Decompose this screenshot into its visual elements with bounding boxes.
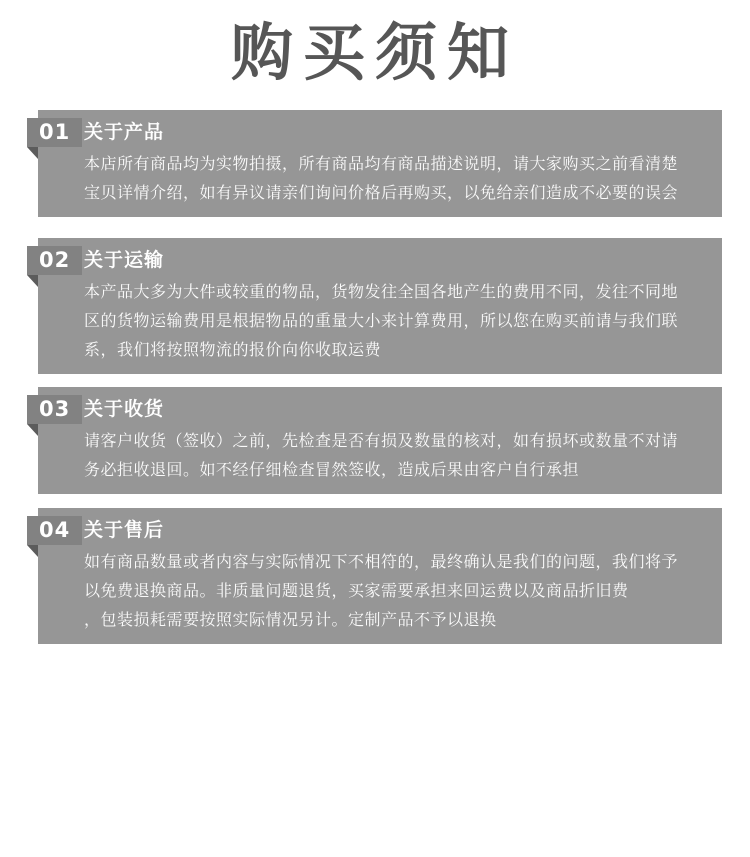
notice-section <box>38 387 722 494</box>
section-body-line: 区的货物运输费用是根据物品的重量大小来计算费用，所以您在购买前请与我们联 <box>84 311 679 330</box>
section-title: 关于售后 <box>84 519 165 541</box>
ribbon-fold-triangle <box>27 545 38 557</box>
section-number-ribbon <box>27 395 82 424</box>
section-number: 01 <box>39 120 71 144</box>
section-body <box>84 149 692 207</box>
notice-sections <box>38 110 722 644</box>
section-title: 关于产品 <box>84 121 165 143</box>
section-body-line: 如有商品数量或者内容与实际情况下不相符的，最终确认是我们的问题，我们将予 <box>84 552 679 571</box>
section-body-line: 系，我们将按照物流的报价向你收取运费 <box>84 340 382 359</box>
section-body-line: 本产品大多为大件或较重的物品，货物发往全国各地产生的费用不同，发往不同地 <box>84 282 679 301</box>
section-body-line: 本店所有商品均为实物拍摄，所有商品均有商品描述说明，请大家购买之前看清楚 <box>84 154 679 173</box>
section-body-line: 务必拒收退回。如不经仔细检查冒然签收，造成后果由客户自行承担 <box>84 460 580 479</box>
section-body <box>84 547 692 634</box>
ribbon-fold-triangle <box>27 147 38 159</box>
section-number: 04 <box>39 518 71 542</box>
section-body <box>84 426 692 484</box>
section-body-line: ，包装损耗需要按照实际情况另计。定制产品不予以退换 <box>84 610 497 629</box>
purchase-notice-page <box>0 8 750 644</box>
section-number: 03 <box>39 397 71 421</box>
section-body-line: 请客户收货（签收）之前，先检查是否有损及数量的核对，如有损坏或数量不对请 <box>84 431 679 450</box>
section-body-line: 宝贝详情介绍，如有异议请亲们询问价格后再购买，以免给亲们造成不必要的误会 <box>84 183 679 202</box>
notice-section <box>38 110 722 217</box>
section-number-ribbon <box>27 118 82 147</box>
section-title: 关于运输 <box>84 249 165 271</box>
section-number-ribbon <box>27 516 82 545</box>
section-body <box>84 277 692 364</box>
section-title: 关于收货 <box>84 398 165 420</box>
page-title: 购买须知 <box>230 16 519 89</box>
section-body-line: 以免费退换商品。非质量问题退货，买家需要承担来回运费以及商品折旧费 <box>84 581 629 600</box>
section-number-ribbon <box>27 246 82 275</box>
ribbon-fold-triangle <box>27 275 38 287</box>
ribbon-fold-triangle <box>27 424 38 436</box>
notice-section <box>38 508 722 644</box>
section-number: 02 <box>39 248 71 272</box>
notice-section <box>38 238 722 374</box>
